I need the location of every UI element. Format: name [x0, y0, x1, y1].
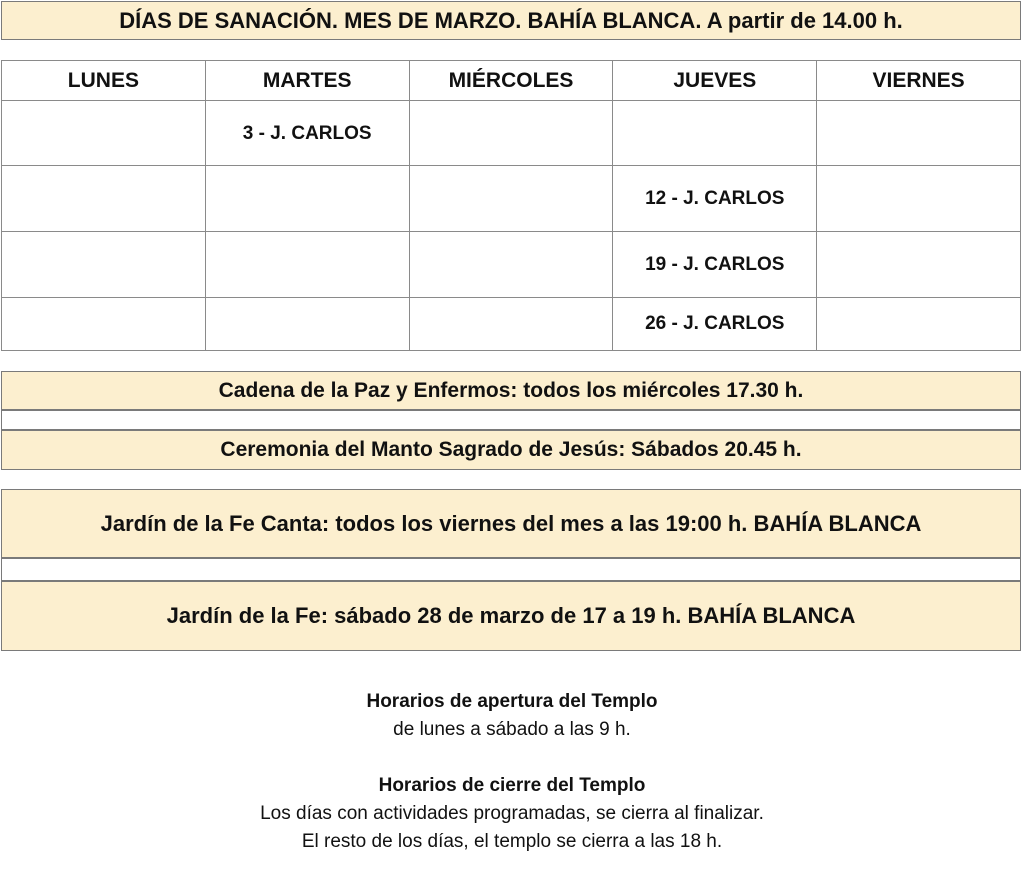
calendar-table [1, 60, 1021, 351]
calendar-header-row [2, 61, 1021, 101]
calendar-cell: 19 - J. CARLOS [613, 232, 817, 298]
header-viernes: VIERNES [817, 61, 1021, 101]
calendar-cell: 12 - J. CARLOS [613, 166, 817, 232]
calendar-cell [2, 101, 206, 166]
calendar-cell [205, 298, 409, 351]
calendar-cell [817, 298, 1021, 351]
divider-bar [1, 410, 1021, 430]
opening-hours-section [0, 688, 1024, 744]
header-martes: MARTES [205, 61, 409, 101]
calendar-cell: 26 - J. CARLOS [613, 298, 817, 351]
event-banner-jardin-fe: Jardín de la Fe: sábado 28 de marzo de 17 a 19 h. BAHÍA BLANCA [1, 581, 1021, 651]
closing-hours-line-1: Los días con actividades programadas, se cierra al finalizar. [260, 803, 764, 824]
closing-hours-line-2: El resto de los días, el templo se cierra a las 18 h. [301, 831, 723, 852]
table-row [2, 298, 1021, 351]
closing-hours-heading: Horarios de cierre del Templo [378, 775, 646, 796]
opening-hours-heading: Horarios de apertura del Templo [366, 691, 658, 712]
event-banner-jardin-canta: Jardín de la Fe Canta: todos los viernes del mes a las 19:00 h. BAHÍA BLANCA [1, 489, 1021, 558]
calendar-cell [817, 166, 1021, 232]
closing-hours-section [0, 772, 1024, 856]
calendar-cell [409, 166, 613, 232]
table-row [2, 101, 1021, 166]
header-lunes: LUNES [2, 61, 206, 101]
calendar-cell [613, 101, 817, 166]
calendar-cell [205, 166, 409, 232]
calendar-cell [205, 232, 409, 298]
table-row [2, 232, 1021, 298]
calendar-cell: 3 - J. CARLOS [205, 101, 409, 166]
calendar-cell [409, 232, 613, 298]
calendar-cell [2, 232, 206, 298]
calendar-cell [2, 166, 206, 232]
table-row [2, 166, 1021, 232]
event-banner-cadena: Cadena de la Paz y Enfermos: todos los miércoles 17.30 h. [1, 371, 1021, 410]
header-jueves: JUEVES [613, 61, 817, 101]
calendar-cell [409, 101, 613, 166]
divider-bar [1, 558, 1021, 581]
event-banner-manto: Ceremonia del Manto Sagrado de Jesús: Sábados 20.45 h. [1, 430, 1021, 470]
calendar-cell [817, 232, 1021, 298]
calendar-cell [2, 298, 206, 351]
page-title: DÍAS DE SANACIÓN. MES DE MARZO. BAHÍA BLANCA. A partir de 14.00 h. [1, 1, 1021, 40]
calendar-cell [817, 101, 1021, 166]
header-miercoles: MIÉRCOLES [409, 61, 613, 101]
calendar-cell [409, 298, 613, 351]
opening-hours-text: de lunes a sábado a las 9 h. [393, 719, 631, 740]
